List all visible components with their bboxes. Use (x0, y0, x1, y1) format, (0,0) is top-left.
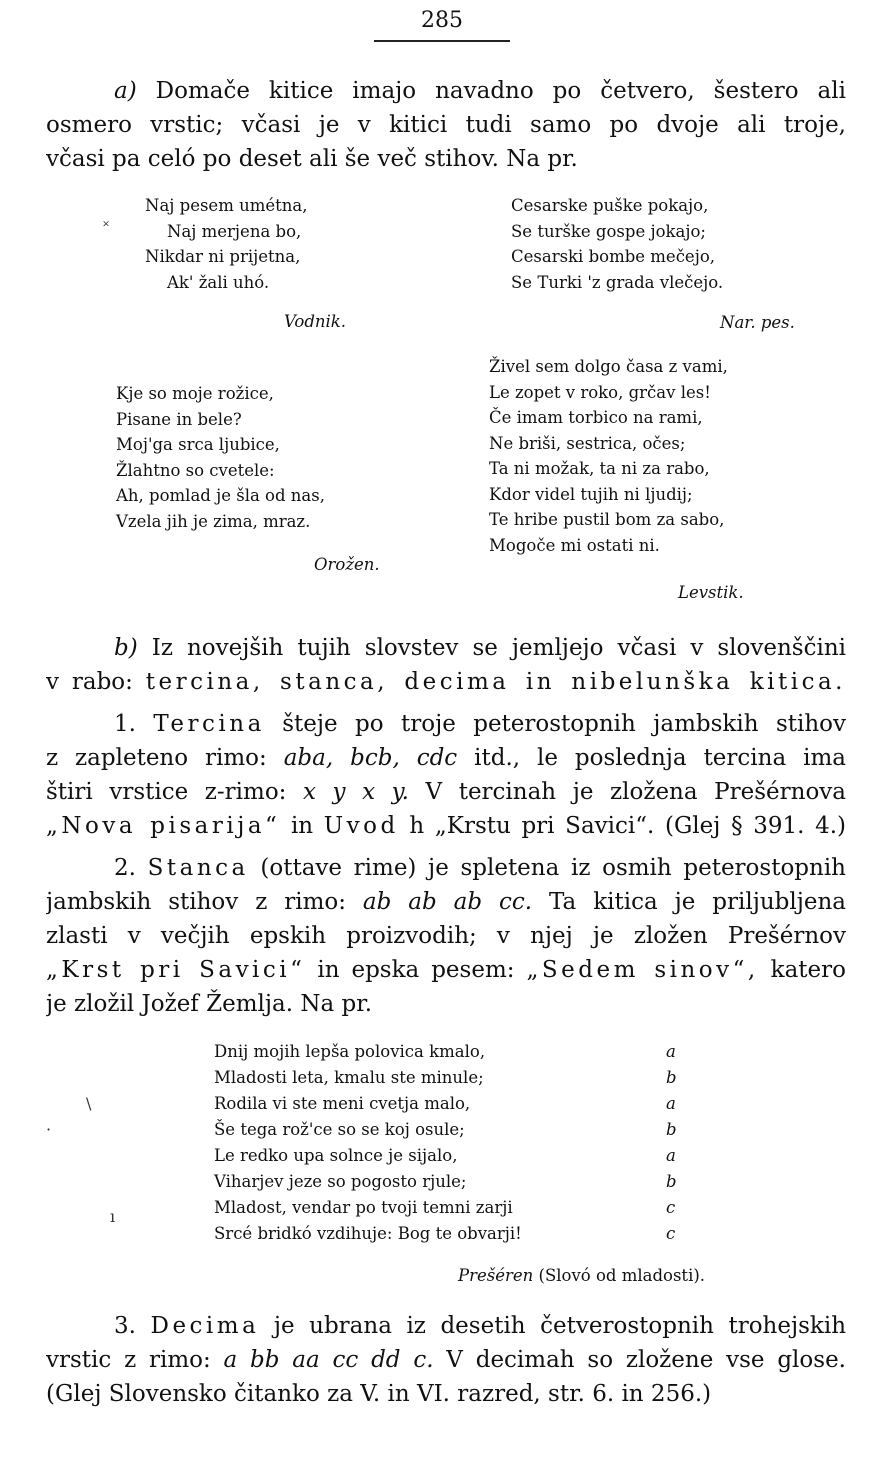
stanza-attribution: Prešéren (Slovó od mladosti). (458, 1266, 706, 1285)
paragraph-stanca-line-4: „Krst pri Savici“ in epska pesem: „Sedem sinov“, katero (46, 957, 846, 983)
stanza-forms-list: tercina, stanca, decima in nibelunška kitica. (145, 669, 846, 695)
paragraph-stanca-line-3: zlasti v večjih epskih proizvodih; v njej je zložen Prešérnov (46, 923, 846, 949)
paragraph-tercina-line-2: z zapleteno rimo: aba, bcb, cdc itd., le poslednja tercina ima (46, 745, 846, 771)
label-a: a) (114, 78, 137, 104)
stanza-line: Rodila vi ste meni cvetja malo, a (214, 1094, 676, 1113)
margin-mark: ˟ (103, 217, 110, 236)
paragraph-stanca (46, 851, 846, 1021)
stanza-line: Dnij mojih lepša polovica kmalo, a (214, 1042, 676, 1061)
paragraph-tercina (46, 707, 846, 843)
paragraph-b-line-1: b) Iz novejših tujih slovstev se jemljejo včasi v slovenščini (114, 635, 846, 661)
author-orozen: Orožen. (314, 555, 380, 574)
paragraph-a-line-3: včasi pa celó po deset ali še več stihov. Na pr. (46, 146, 578, 172)
stanza-line: Viharjev jeze so pogosto rjule; b (214, 1172, 677, 1191)
author-narodna: Nar. pes. (720, 313, 795, 332)
paragraph-decima-line-2: vrstic z rimo: a bb aa cc dd c. V decimah so zložene vse glose. (46, 1347, 846, 1373)
poem-narodna: Cesarske puške pokajo, Se turške gospe jokajo; Cesarski bombe mečejo, Se Turki 'z grada vlečejo. (511, 196, 724, 292)
margin-mark: · (46, 1120, 52, 1139)
stanza-line: Mladosti leta, kmalu ste minule; b (214, 1068, 677, 1087)
paragraph-b-line-2: v rabo: tercina, stanca, decima in nibelunška kitica. (46, 669, 846, 695)
poem-orozen: Kje so moje rožice, Pisane in bele? Moj'ga srca ljubice, Žlahtno so cvetele: Ah, pomlad je šla od nas, Vzela jih je zima, mraz. (116, 384, 325, 531)
term-stanca: Stanca (147, 855, 249, 881)
term-tercina: Tercina (153, 711, 265, 737)
margin-mark: \ (86, 1094, 92, 1113)
paragraph-tercina-line-4: „Nova pisarija“ in Uvod h „Krstu pri Savici“. (Glej § 391. 4.) (46, 813, 846, 839)
term-decima: Decima (150, 1313, 260, 1339)
label-b: b) (114, 635, 138, 661)
stanza-line: Le redko upa solnce je sijalo, a (214, 1146, 676, 1165)
paragraph-stanca-line-1: 2. Stanca (ottave rime) je spletena iz osmih peterostopnih (114, 855, 846, 881)
paragraph-stanca-line-2: jambskih stihov z rimo: ab ab ab cc. Ta kitica je priljubljena (46, 889, 846, 915)
paragraph-stanca-line-5: je zložil Jožef Žemlja. Na pr. (46, 991, 373, 1017)
header-rule (374, 40, 510, 42)
paragraph-a-line-2: osmero vrstic; včasi je v kitici tudi samo po dvoje ali troje, (46, 112, 846, 138)
paragraph-decima (46, 1309, 846, 1411)
paragraph-tercina-line-1: 1. Tercina šteje po troje peterostopnih jambskih stihov (114, 711, 846, 737)
author-vodnik: Vodnik. (284, 312, 347, 331)
poem-levstik: Živel sem dolgo časa z vami, Le zopet v roko, grčav les! Če imam torbico na rami, Ne briši, sestrica, očes; Ta ni možak, ta ni za rabo, Kdor videl tujih ni ljudij; Te hribe pustil bom za sabo, Mogoče mi ostati ni. (489, 357, 728, 555)
paragraph-b (46, 631, 846, 699)
poem-vodnik: Naj pesem umétna, Naj merjena bo, Nikdar ni prijetna, Ak' žali uhó. (145, 196, 308, 292)
paragraph-decima-line-1: 3. Decima je ubrana iz desetih četverostopnih trohejskih (114, 1313, 846, 1339)
author-levstik: Levstik. (678, 583, 744, 602)
page-number: 285 (421, 8, 463, 33)
author-preseren: Prešéren (458, 1266, 534, 1285)
stanza-line: Mladost, vendar po tvoji temni zarji c (214, 1198, 676, 1217)
margin-mark: ı (110, 1207, 116, 1226)
stanza-line: Srcé bridkó vzdihuje: Bog te obvarji! c (214, 1224, 676, 1243)
paragraph-a-line-1: a) Domače kitice imajo navadno po četvero, šestero ali (114, 78, 846, 104)
stanza-example (214, 1039, 677, 1247)
stanza-line: Še tega rož'ce so se koj osule; b (214, 1120, 677, 1139)
paragraph-tercina-line-3: štiri vrstice z-rimo: x y x y. V tercinah je zložena Prešérnova (46, 779, 846, 805)
paragraph-a (46, 74, 846, 176)
paragraph-decima-line-3: (Glej Slovensko čitanko za V. in VI. razred, str. 6. in 256.) (46, 1381, 712, 1407)
